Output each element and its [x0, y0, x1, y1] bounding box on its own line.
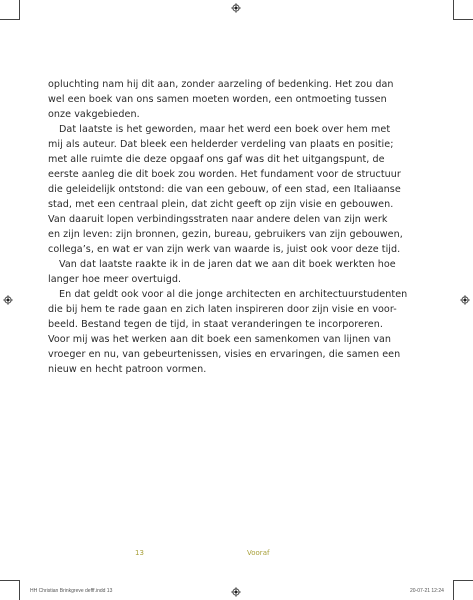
crop-mark — [453, 580, 473, 581]
crop-mark — [453, 19, 473, 20]
text-line: die bij hem te rade gaan en zich laten inspireren door zijn visie en voor- — [48, 304, 397, 315]
slug-file-name: HH Christian Brinkgreve defff.indd 13 — [30, 588, 113, 594]
paragraph — [48, 257, 426, 287]
section-title: Vooraf — [247, 549, 270, 557]
registration-mark-icon — [3, 295, 13, 305]
crop-mark — [19, 580, 20, 600]
paragraph — [48, 77, 426, 122]
text-line: die geleidelijk ontstond: die van een gebouw, of een stad, een Italiaanse — [48, 184, 401, 195]
crop-mark — [19, 0, 20, 20]
text-line: eerste aanleg die dit boek zou worden. Het fundament voor de structuur — [48, 169, 401, 180]
text-line: beeld. Bestand tegen de tijd, in staat veranderingen te incorporeren. — [48, 319, 383, 330]
crop-mark — [453, 0, 454, 20]
text-line: vroeger en nu, van gebeurtenissen, visies en ervaringen, die samen een — [48, 349, 401, 360]
text-line: en zijn leven: zijn bronnen, gezin, bureau, gebruikers van zijn gebouwen, — [48, 229, 403, 240]
paragraph — [48, 122, 426, 257]
text-line: nieuw en hecht patroon vormen. — [48, 364, 207, 375]
registration-mark-icon — [231, 3, 241, 13]
text-line: langer hoe meer overtuigd. — [48, 274, 182, 285]
text-line: collega’s, en wat er van zijn werk van waarde is, juist ook voor deze tijd. — [48, 244, 401, 255]
registration-mark-icon — [231, 587, 241, 597]
text-line: stad, met een centraal plein, dat zicht geeft op zijn visie en gebouwen. — [48, 199, 394, 210]
crop-mark — [0, 580, 20, 581]
text-line: opluchting nam hij dit aan, zonder aarzeling of bedenking. Het zou dan — [48, 79, 394, 90]
text-line: Van dat laatste raakte ik in de jaren dat we aan dit boek werkten hoe — [59, 259, 396, 270]
slug-timestamp: 20-07-21 12:24 — [410, 588, 444, 594]
crop-mark — [0, 19, 20, 20]
body-text — [48, 77, 426, 377]
paragraph — [48, 287, 426, 377]
text-line: Van daaruit lopen verbindingsstraten naar andere delen van zijn werk — [48, 214, 388, 225]
crop-mark — [453, 580, 454, 600]
text-line: onze vakgebieden. — [48, 109, 140, 120]
text-line: Voor mij was het werken aan dit boek een samenkomen van lijnen van — [48, 334, 392, 345]
page-number: 13 — [135, 549, 144, 557]
text-line: En dat geldt ook voor al die jonge architecten en architectuurstudenten — [59, 289, 408, 300]
text-line: met alle ruimte die deze opgaaf ons gaf was dit het uitgangspunt, de — [48, 154, 385, 165]
text-line: Dat laatste is het geworden, maar het werd een boek over hem met — [59, 124, 391, 135]
text-line: mij als auteur. Dat bleek een helderder verdeling van plaats en positie; — [48, 139, 394, 150]
text-line: wel een boek van ons samen moeten worden, een ontmoeting tussen — [48, 94, 387, 105]
registration-mark-icon — [460, 295, 470, 305]
